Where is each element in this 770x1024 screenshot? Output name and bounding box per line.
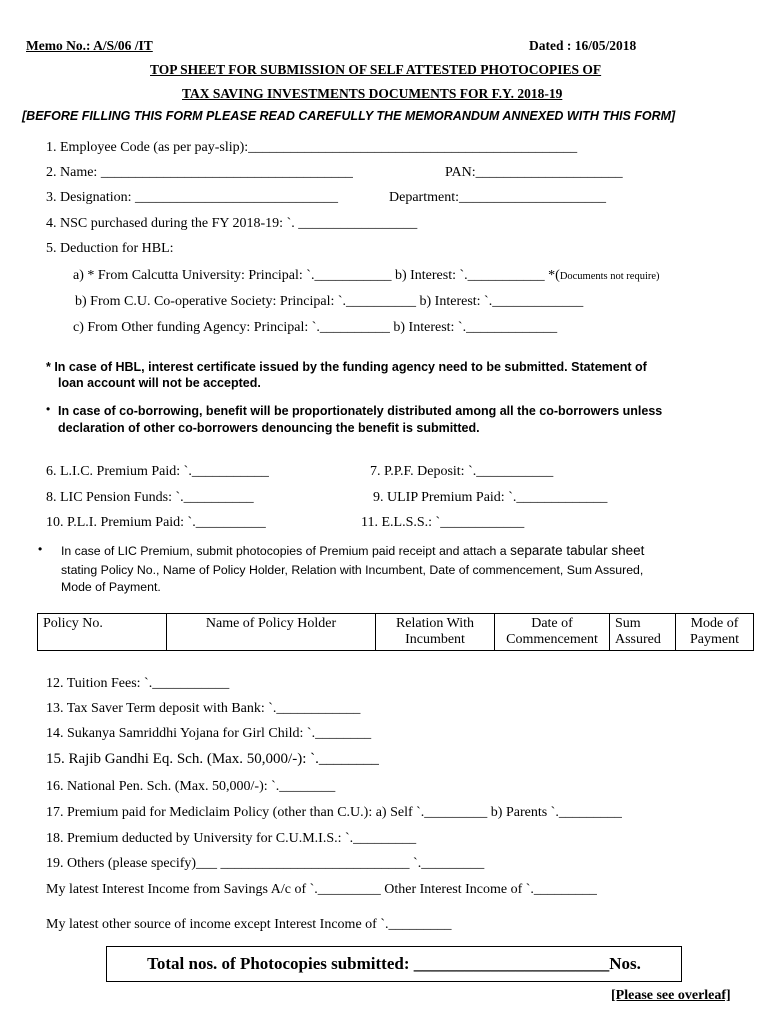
item-hbl-cu[interactable] bbox=[73, 268, 660, 284]
col-holder-name: Name of Policy Holder bbox=[167, 614, 376, 651]
note-lic-line1-emph: separate tabular sheet bbox=[510, 543, 645, 558]
form-instruction: [BEFORE FILLING THIS FORM PLEASE READ CAREFULLY THE MEMORANDUM ANNEXED WITH THIS FORM] bbox=[22, 109, 676, 123]
table-header-row bbox=[38, 614, 754, 651]
form-title-line1: TOP SHEET FOR SUBMISSION OF SELF ATTESTED PHOTOCOPIES OF bbox=[150, 62, 602, 77]
form-title-line2: TAX SAVING INVESTMENTS DOCUMENTS FOR F.Y. 2018-19 bbox=[182, 86, 563, 101]
col-commencement: Date of Commencement bbox=[495, 614, 610, 651]
hbl-cu-text: a) * From Calcutta University: Principal: `.___________ b) Interest: `.___________ *( bbox=[73, 268, 560, 283]
note-lic-line2: stating Policy No., Name of Policy Holder, Relation with Incumbent, Date of commencement, Sum Assured, bbox=[61, 563, 644, 577]
item-mediclaim[interactable]: 17. Premium paid for Mediclaim Policy (other than C.U.): a) Self `._________ b) Parents `._________ bbox=[46, 805, 622, 820]
item-sukanya[interactable]: 14. Sukanya Samriddhi Yojana for Girl Child: `.________ bbox=[46, 726, 372, 741]
col-policy-no: Policy No. bbox=[38, 614, 167, 651]
item-department[interactable]: Department:_____________________ bbox=[389, 190, 606, 205]
note-hbl-line1: * In case of HBL, interest certificate issued by the funding agency need to be submitted. Statement of bbox=[46, 360, 647, 374]
col-payment-mode: Mode of Payment bbox=[676, 614, 754, 651]
item-ppf[interactable]: 7. P.P.F. Deposit: `.___________ bbox=[370, 464, 554, 479]
item-elss[interactable]: 11. E.L.S.S.: `____________ bbox=[361, 515, 525, 530]
item-cumis[interactable]: 18. Premium deducted by University for C.U.M.I.S.: `._________ bbox=[46, 831, 417, 846]
item-nsc[interactable]: 4. NSC purchased during the FY 2018-19: `. _________________ bbox=[46, 216, 418, 231]
memo-date: Dated : 16/05/2018 bbox=[529, 38, 637, 53]
bullet-icon: • bbox=[38, 542, 43, 556]
item-hbl-other[interactable]: c) From Other funding Agency: Principal: `.__________ b) Interest: `._____________ bbox=[73, 320, 558, 335]
item-designation[interactable]: 3. Designation: _____________________________ bbox=[46, 190, 339, 205]
hbl-cu-note: Documents not require) bbox=[559, 271, 660, 282]
item-pli[interactable]: 10. P.L.I. Premium Paid: `.__________ bbox=[46, 515, 266, 530]
item-nps[interactable]: 16. National Pen. Sch. (Max. 50,000/-): `.________ bbox=[46, 779, 336, 794]
note-lic-line1 bbox=[61, 543, 644, 558]
item-tax-saver-fd[interactable]: 13. Tax Saver Term deposit with Bank: `.____________ bbox=[46, 701, 361, 716]
item-lic-premium[interactable]: 6. L.I.C. Premium Paid: `.___________ bbox=[46, 464, 269, 479]
item-hbl-cooperative[interactable]: b) From C.U. Co-operative Society: Principal: `.__________ b) Interest: `._____________ bbox=[75, 294, 584, 309]
overleaf-note: [Please see overleaf] bbox=[611, 988, 731, 1003]
item-hbl-heading: 5. Deduction for HBL: bbox=[46, 241, 174, 256]
note-hbl-line2: loan account will not be accepted. bbox=[58, 376, 261, 390]
item-interest-income[interactable]: My latest Interest Income from Savings A/c of `._________ Other Interest Income of `._________ bbox=[46, 882, 597, 897]
total-photocopies-box[interactable]: Total nos. of Photocopies submitted: _______________________Nos. bbox=[106, 946, 682, 982]
memo-label: Memo No.: bbox=[26, 38, 91, 53]
col-relation: Relation With Incumbent bbox=[376, 614, 495, 651]
col-sum-assured: Sum Assured bbox=[610, 614, 676, 651]
memo-value: A/S/06 /IT bbox=[90, 38, 153, 53]
note-lic-line1-text: In case of LIC Premium, submit photocopies of Premium paid receipt and attach a bbox=[61, 544, 511, 558]
item-lic-pension[interactable]: 8. LIC Pension Funds: `.__________ bbox=[46, 490, 254, 505]
item-ulip[interactable]: 9. ULIP Premium Paid: `._____________ bbox=[373, 490, 608, 505]
item-pan[interactable]: PAN:_____________________ bbox=[445, 165, 623, 180]
policy-table bbox=[37, 613, 754, 651]
item-rgess[interactable]: 15. Rajib Gandhi Eq. Sch. (Max. 50,000/-): `.________ bbox=[46, 751, 379, 767]
note-coborrow-line2: declaration of other co-borrowers denouncing the benefit is submitted. bbox=[58, 421, 480, 435]
item-others[interactable]: 19. Others (please specify)___ ___________________________ `._________ bbox=[46, 856, 485, 871]
note-coborrow-line1: In case of co-borrowing, benefit will be proportionately distributed among all the co-borrowers unless bbox=[58, 404, 663, 418]
item-tuition[interactable]: 12. Tuition Fees: `.___________ bbox=[46, 676, 230, 691]
bullet-icon: • bbox=[46, 402, 51, 416]
item-name[interactable]: 2. Name: ____________________________________ bbox=[46, 165, 353, 180]
note-lic-line3: Mode of Payment. bbox=[61, 580, 161, 594]
item-employee-code[interactable]: 1. Employee Code (as per pay-slip):_______________________________________________ bbox=[46, 140, 578, 155]
memo-number bbox=[26, 38, 153, 54]
item-other-income[interactable]: My latest other source of income except Interest Income of `._________ bbox=[46, 917, 452, 932]
